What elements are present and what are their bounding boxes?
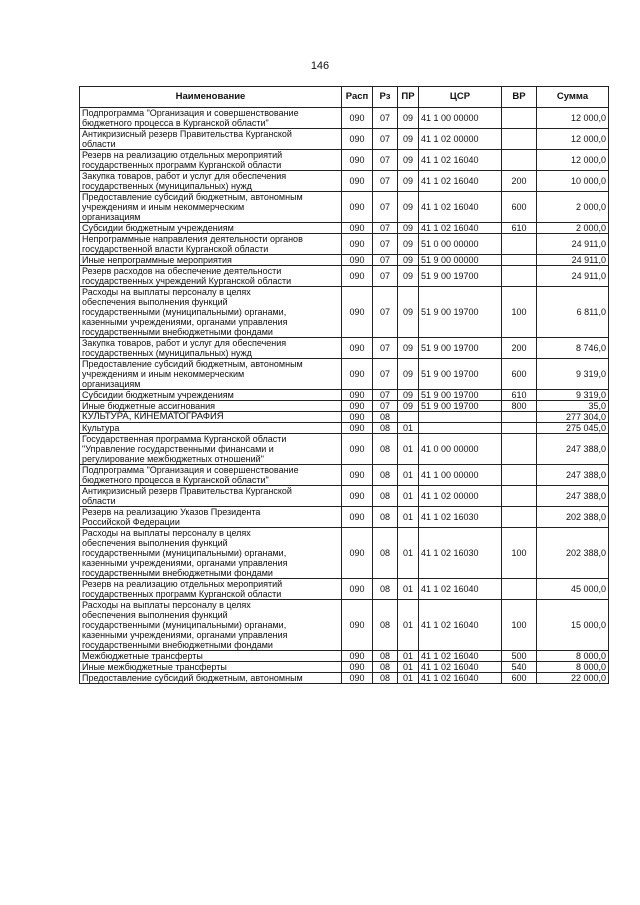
table-row — [80, 150, 609, 171]
cell-vr: 100 — [502, 528, 537, 579]
header-rz: Рз — [373, 87, 398, 108]
cell-name: Предоставление субсидий бюджетным, автономным — [80, 673, 342, 684]
cell-csr: 41 1 02 16030 — [419, 528, 502, 579]
cell-csr: 41 1 02 16040 — [419, 171, 502, 192]
cell-rasp: 090 — [342, 423, 373, 434]
cell-sum: 9 319,0 — [537, 359, 609, 390]
cell-rasp: 090 — [342, 266, 373, 287]
cell-rz: 07 — [373, 171, 398, 192]
cell-rz: 07 — [373, 223, 398, 234]
cell-rz: 07 — [373, 359, 398, 390]
cell-vr: 100 — [502, 287, 537, 338]
cell-csr: 51 9 00 19700 — [419, 338, 502, 359]
cell-csr: 51 9 00 19700 — [419, 359, 502, 390]
cell-rasp: 090 — [342, 412, 373, 423]
cell-rz: 07 — [373, 108, 398, 129]
cell-csr: 41 1 02 16040 — [419, 651, 502, 662]
cell-csr: 41 0 00 00000 — [419, 434, 502, 465]
cell-vr — [502, 234, 537, 255]
cell-pr: 09 — [398, 192, 419, 223]
cell-name: Расходы на выплаты персоналу в целях обеспечения выполнения функций государственными (муниципальными) органами, казенными учреждениями, органами управления государственными внебюджетными фондами — [80, 287, 342, 338]
cell-rz: 08 — [373, 528, 398, 579]
cell-csr: 51 0 00 00000 — [419, 234, 502, 255]
cell-vr — [502, 129, 537, 150]
cell-rz: 08 — [373, 662, 398, 673]
cell-sum: 24 911,0 — [537, 234, 609, 255]
cell-sum: 275 045,0 — [537, 423, 609, 434]
cell-rasp: 090 — [342, 673, 373, 684]
cell-name: Резерв на реализацию Указов Президента Российской Федерации — [80, 507, 342, 528]
table-row — [80, 338, 609, 359]
cell-pr: 01 — [398, 528, 419, 579]
table-row — [80, 129, 609, 150]
cell-rasp: 090 — [342, 338, 373, 359]
cell-vr: 600 — [502, 359, 537, 390]
cell-pr — [398, 412, 419, 423]
cell-pr: 09 — [398, 266, 419, 287]
cell-pr: 09 — [398, 171, 419, 192]
cell-pr: 01 — [398, 651, 419, 662]
cell-rz: 08 — [373, 600, 398, 651]
cell-sum: 10 000,0 — [537, 171, 609, 192]
cell-sum: 24 911,0 — [537, 266, 609, 287]
cell-sum: 15 000,0 — [537, 600, 609, 651]
cell-sum: 22 000,0 — [537, 673, 609, 684]
cell-pr: 09 — [398, 108, 419, 129]
table-row — [80, 223, 609, 234]
cell-rz: 08 — [373, 673, 398, 684]
cell-vr: 540 — [502, 662, 537, 673]
table-row — [80, 287, 609, 338]
cell-rz: 07 — [373, 234, 398, 255]
table-row — [80, 401, 609, 412]
cell-rz: 07 — [373, 255, 398, 266]
cell-rasp: 090 — [342, 108, 373, 129]
cell-rz: 08 — [373, 412, 398, 423]
table-row — [80, 412, 609, 423]
cell-pr: 09 — [398, 223, 419, 234]
cell-sum: 8 746,0 — [537, 338, 609, 359]
cell-pr: 01 — [398, 507, 419, 528]
cell-sum: 277 304,0 — [537, 412, 609, 423]
cell-pr: 09 — [398, 150, 419, 171]
table-row — [80, 579, 609, 600]
cell-pr: 09 — [398, 338, 419, 359]
table-row — [80, 234, 609, 255]
cell-name: Расходы на выплаты персоналу в целях обеспечения выполнения функций государственными (муниципальными) органами, казенными учреждениями, органами управления государственными внебюджетными фондами — [80, 600, 342, 651]
cell-name: Закупка товаров, работ и услуг для обеспечения государственных (муниципальных) нужд — [80, 171, 342, 192]
cell-csr: 41 1 00 00000 — [419, 108, 502, 129]
cell-vr: 200 — [502, 171, 537, 192]
cell-csr — [419, 423, 502, 434]
table-row — [80, 423, 609, 434]
cell-name: Непрограммные направления деятельности органов государственной власти Курганской области — [80, 234, 342, 255]
cell-vr — [502, 150, 537, 171]
cell-rasp: 090 — [342, 223, 373, 234]
cell-rasp: 090 — [342, 359, 373, 390]
cell-rasp: 090 — [342, 401, 373, 412]
cell-csr: 41 1 02 16030 — [419, 507, 502, 528]
table-header-row — [80, 87, 609, 108]
cell-vr: 610 — [502, 223, 537, 234]
cell-name: Государственная программа Курганской области "Управление государственными финансами и регулирование межбюджетных отношений" — [80, 434, 342, 465]
cell-vr: 600 — [502, 192, 537, 223]
cell-pr: 01 — [398, 486, 419, 507]
cell-name: Иные бюджетные ассигнования — [80, 401, 342, 412]
cell-rasp: 090 — [342, 662, 373, 673]
cell-rz: 07 — [373, 401, 398, 412]
header-vr: ВР — [502, 87, 537, 108]
cell-pr: 01 — [398, 600, 419, 651]
cell-name: Межбюджетные трансферты — [80, 651, 342, 662]
cell-rasp: 090 — [342, 192, 373, 223]
cell-pr: 01 — [398, 434, 419, 465]
cell-csr: 41 1 02 16040 — [419, 223, 502, 234]
cell-rasp: 090 — [342, 651, 373, 662]
cell-vr — [502, 434, 537, 465]
cell-sum: 12 000,0 — [537, 150, 609, 171]
cell-rasp: 090 — [342, 434, 373, 465]
cell-rz: 07 — [373, 129, 398, 150]
cell-vr — [502, 266, 537, 287]
cell-name: Резерв расходов на обеспечение деятельности государственных учреждений Курганской области — [80, 266, 342, 287]
cell-pr: 09 — [398, 401, 419, 412]
cell-pr: 09 — [398, 234, 419, 255]
cell-csr: 41 1 02 16040 — [419, 579, 502, 600]
cell-sum: 9 319,0 — [537, 390, 609, 401]
table-row — [80, 651, 609, 662]
cell-rz: 07 — [373, 287, 398, 338]
cell-vr: 500 — [502, 651, 537, 662]
cell-vr — [502, 108, 537, 129]
cell-csr: 41 1 02 00000 — [419, 486, 502, 507]
cell-vr — [502, 412, 537, 423]
cell-csr: 41 1 02 16040 — [419, 662, 502, 673]
table-row — [80, 528, 609, 579]
cell-sum: 8 000,0 — [537, 651, 609, 662]
cell-rz: 08 — [373, 507, 398, 528]
cell-name: Резерв на реализацию отдельных мероприятий государственных программ Курганской области — [80, 579, 342, 600]
cell-pr: 09 — [398, 287, 419, 338]
cell-pr: 01 — [398, 465, 419, 486]
cell-pr: 09 — [398, 359, 419, 390]
header-csr: ЦСР — [419, 87, 502, 108]
cell-rasp: 090 — [342, 234, 373, 255]
cell-rz: 08 — [373, 465, 398, 486]
cell-rasp: 090 — [342, 579, 373, 600]
cell-rz: 08 — [373, 579, 398, 600]
cell-rz: 07 — [373, 390, 398, 401]
cell-csr — [419, 412, 502, 423]
cell-rasp: 090 — [342, 390, 373, 401]
cell-vr: 600 — [502, 673, 537, 684]
cell-rasp: 090 — [342, 255, 373, 266]
cell-rz: 07 — [373, 192, 398, 223]
cell-rasp: 090 — [342, 129, 373, 150]
cell-csr: 41 1 02 00000 — [419, 129, 502, 150]
cell-name: Предоставление субсидий бюджетным, автономным учреждениям и иным некоммерческим организациям — [80, 192, 342, 223]
cell-name: Культура — [80, 423, 342, 434]
table-row — [80, 359, 609, 390]
cell-rasp: 090 — [342, 486, 373, 507]
cell-vr — [502, 465, 537, 486]
cell-sum: 24 911,0 — [537, 255, 609, 266]
cell-rasp: 090 — [342, 465, 373, 486]
table-row — [80, 600, 609, 651]
cell-sum: 12 000,0 — [537, 108, 609, 129]
cell-csr: 51 9 00 19700 — [419, 266, 502, 287]
cell-vr — [502, 423, 537, 434]
cell-sum: 202 388,0 — [537, 507, 609, 528]
budget-table — [79, 86, 609, 684]
cell-pr: 01 — [398, 423, 419, 434]
cell-rz: 07 — [373, 338, 398, 359]
cell-vr — [502, 486, 537, 507]
cell-csr: 51 9 00 00000 — [419, 255, 502, 266]
table-row — [80, 465, 609, 486]
table-row — [80, 662, 609, 673]
cell-name: Иные непрограммные мероприятия — [80, 255, 342, 266]
cell-name: Субсидии бюджетным учреждениям — [80, 223, 342, 234]
cell-rz: 08 — [373, 651, 398, 662]
cell-sum: 202 388,0 — [537, 528, 609, 579]
cell-sum: 247 388,0 — [537, 465, 609, 486]
cell-rz: 08 — [373, 486, 398, 507]
cell-csr: 41 1 00 00000 — [419, 465, 502, 486]
cell-rasp: 090 — [342, 507, 373, 528]
cell-vr — [502, 507, 537, 528]
cell-name: Подпрограмма "Организация и совершенствование бюджетного процесса в Курганской области" — [80, 108, 342, 129]
cell-name: Субсидии бюджетным учреждениям — [80, 390, 342, 401]
table-row — [80, 673, 609, 684]
cell-vr — [502, 579, 537, 600]
cell-vr: 800 — [502, 401, 537, 412]
cell-csr: 41 1 02 16040 — [419, 150, 502, 171]
header-sum: Сумма — [537, 87, 609, 108]
header-pr: ПР — [398, 87, 419, 108]
cell-csr: 41 1 02 16040 — [419, 600, 502, 651]
cell-rz: 07 — [373, 150, 398, 171]
cell-sum: 45 000,0 — [537, 579, 609, 600]
table-row — [80, 192, 609, 223]
cell-name: Закупка товаров, работ и услуг для обеспечения государственных (муниципальных) нужд — [80, 338, 342, 359]
table-row — [80, 434, 609, 465]
table-row — [80, 171, 609, 192]
cell-vr: 100 — [502, 600, 537, 651]
cell-sum: 8 000,0 — [537, 662, 609, 673]
table-row — [80, 390, 609, 401]
table-row — [80, 108, 609, 129]
cell-rasp: 090 — [342, 287, 373, 338]
cell-sum: 6 811,0 — [537, 287, 609, 338]
cell-pr: 01 — [398, 662, 419, 673]
cell-sum: 2 000,0 — [537, 192, 609, 223]
cell-sum: 247 388,0 — [537, 434, 609, 465]
cell-pr: 01 — [398, 579, 419, 600]
cell-name: Подпрограмма "Организация и совершенствование бюджетного процесса в Курганской области" — [80, 465, 342, 486]
cell-sum: 12 000,0 — [537, 129, 609, 150]
table-row — [80, 507, 609, 528]
cell-csr: 51 9 00 19700 — [419, 390, 502, 401]
cell-rz: 07 — [373, 266, 398, 287]
cell-rasp: 090 — [342, 600, 373, 651]
cell-vr: 610 — [502, 390, 537, 401]
cell-name: Расходы на выплаты персоналу в целях обеспечения выполнения функций государственными (муниципальными) органами, казенными учреждениями, органами управления государственными внебюджетными фондами — [80, 528, 342, 579]
cell-rz: 08 — [373, 423, 398, 434]
cell-vr — [502, 255, 537, 266]
cell-vr: 200 — [502, 338, 537, 359]
cell-sum: 247 388,0 — [537, 486, 609, 507]
cell-csr: 41 1 02 16040 — [419, 192, 502, 223]
cell-pr: 09 — [398, 129, 419, 150]
cell-rasp: 090 — [342, 528, 373, 579]
cell-pr: 01 — [398, 673, 419, 684]
cell-name: Антикризисный резерв Правительства Курганской области — [80, 486, 342, 507]
cell-sum: 2 000,0 — [537, 223, 609, 234]
table-row — [80, 255, 609, 266]
page-number: 146 — [310, 60, 330, 72]
table-row — [80, 266, 609, 287]
cell-rasp: 090 — [342, 171, 373, 192]
cell-pr: 09 — [398, 255, 419, 266]
cell-name: КУЛЬТУРА, КИНЕМАТОГРАФИЯ — [80, 412, 342, 423]
cell-name: Предоставление субсидий бюджетным, автономным учреждениям и иным некоммерческим организациям — [80, 359, 342, 390]
cell-pr: 09 — [398, 390, 419, 401]
cell-sum: 35,0 — [537, 401, 609, 412]
cell-csr: 41 1 02 16040 — [419, 673, 502, 684]
header-name: Наименование — [80, 87, 342, 108]
table-row — [80, 486, 609, 507]
cell-name: Резерв на реализацию отдельных мероприятий государственных программ Курганской области — [80, 150, 342, 171]
cell-rasp: 090 — [342, 150, 373, 171]
cell-csr: 51 9 00 19700 — [419, 401, 502, 412]
cell-rz: 08 — [373, 434, 398, 465]
header-rasp: Расп — [342, 87, 373, 108]
cell-name: Иные межбюджетные трансферты — [80, 662, 342, 673]
cell-name: Антикризисный резерв Правительства Курганской области — [80, 129, 342, 150]
cell-csr: 51 9 00 19700 — [419, 287, 502, 338]
